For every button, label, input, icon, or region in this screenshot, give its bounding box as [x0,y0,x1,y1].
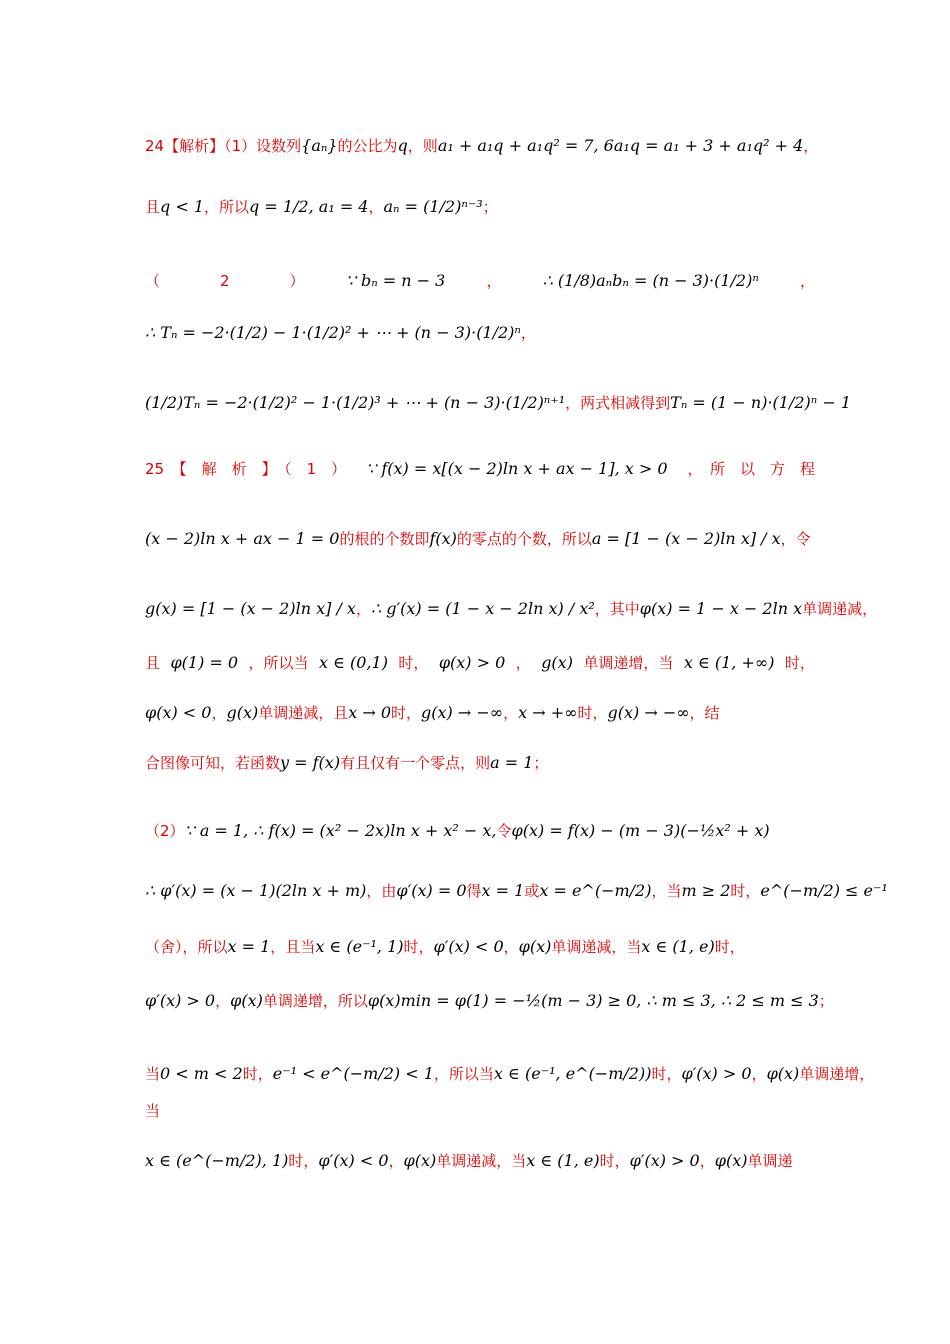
text-run: ， [803,137,819,155]
text-line [145,598,878,619]
math-expression: e⁻¹ < e^(−m/2) < 1 [272,1064,434,1083]
text-run: （ 2 ） [145,272,305,290]
math-expression: φ′(x) = 0 [396,881,467,900]
text-run: 单调递减，当 [436,1152,527,1170]
math-expression: φ(x) [403,1151,437,1170]
text-run: 有且仅有一个零点，则 [340,754,491,772]
math-expression: φ(x) < 0 [145,703,212,722]
math-expression: ∵ f(x) = x[(x − 2)ln x + ax − 1], x > 0 [366,459,668,478]
math-expression: g(x) → −∞ [607,703,690,722]
math-expression: ∴ (1/8)aₙbₙ = (n − 3)·(1/2)ⁿ [542,271,759,290]
text-line [145,270,815,291]
text-line [145,196,815,217]
text-run: 单调递减，且 [258,704,349,722]
text-run: ， [751,1065,767,1083]
math-expression: x ∈ (1, e) [641,937,715,956]
math-expression: q = 1/2, a₁ = 4 [249,197,369,216]
text-run: 时， [398,654,429,672]
text-run: ， [520,324,536,342]
text-run: ， [503,704,519,722]
text-run: ； [533,754,549,772]
math-expression: y = f(x) [280,753,341,772]
math-expression: ∴ φ′(x) = (x − 1)(2ln x + m) [145,881,367,900]
math-expression: 0 < m < 2 [160,1064,243,1083]
math-expression: g(x) → −∞ [421,703,504,722]
math-expression: g(x) = [1 − (x − 2)ln x] / x [145,599,356,618]
text-run: 且 [145,198,161,216]
text-run: ， [486,272,502,290]
text-line [145,1150,815,1171]
math-expression: x ∈ (1, e) [526,1151,600,1170]
text-run: ， [355,600,371,618]
text-run: ，所以 [204,198,250,216]
text-run: ， [388,1152,404,1170]
text-run: ，由 [366,882,397,900]
math-expression: x ∈ (1, +∞) [683,653,775,672]
text-run: 合图像可知，若函数 [145,754,281,772]
text-run: ， [799,272,815,290]
text-run: 且 [145,654,161,672]
text-run: ； [482,198,498,216]
math-expression: x = 1 [227,937,271,956]
text-line [145,820,815,841]
text-run: 时， [599,1152,630,1170]
text-line [145,322,815,343]
math-expression: x = 1 [481,881,525,900]
text-line [145,135,819,156]
text-run: 时， [730,882,761,900]
text-run: 时， [391,704,422,722]
math-expression: m ≥ 2 [681,881,731,900]
math-expression: aₙ = (1/2)ⁿ⁻³ [383,197,483,216]
text-run: 的零点的个数，所以 [456,530,592,548]
text-run: ， [215,992,231,1010]
text-line [145,752,815,773]
text-run: 单调递减，当 [551,938,642,956]
text-run: 单调递增， [799,1065,875,1083]
text-line [145,1100,815,1121]
text-run: （舍），所以 [145,938,228,956]
text-line [145,990,834,1011]
math-expression: a₁ + a₁q + a₁q² = 7, 6a₁q = a₁ + 3 + a₁q² + 4 [437,136,804,155]
text-run: ， [503,938,519,956]
math-expression: x = e^(−m/2) [539,881,652,900]
text-line [145,1063,875,1084]
math-expression: φ′(x) > 0 [681,1064,752,1083]
math-expression: g(x) [541,653,573,672]
text-run: 得 [466,882,482,900]
text-line [145,702,815,723]
math-expression: ∵ bₙ = n − 3 [345,271,446,290]
math-expression: (1/2)Tₙ = −2·(1/2)² − 1·(1/2)³ + ⋯ + (n − 3)·(1/2)ⁿ⁺¹ [145,393,566,412]
math-expression: φ(x) > 0 [438,653,506,672]
text-line [145,458,815,479]
math-expression: {aₙ} [301,136,338,155]
math-expression: ∴ Tₙ = −2·(1/2) − 1·(1/2)² + ⋯ + (n − 3)·(1/2)ⁿ [145,323,521,342]
math-expression: φ(1) = 0 [170,653,239,672]
math-expression: e^(−m/2) ≤ e⁻¹ [760,881,888,900]
math-expression: Tₙ = (1 − n)·(1/2)ⁿ − 1 [670,393,852,412]
text-run: ， [515,654,531,672]
text-run: ， [699,1152,715,1170]
math-expression: φ′(x) > 0 [145,991,216,1010]
text-run: 令 [496,822,512,840]
text-run: ，其中 [594,600,640,618]
text-run: 时， [714,938,745,956]
math-expression: ∴ g′(x) = (1 − x − 2ln x) / x² [370,599,595,618]
text-run: ，则 [407,137,438,155]
text-run: 或 [524,882,540,900]
math-expression: q < 1 [160,197,205,216]
text-run: 时， [784,654,815,672]
math-expression: x → +∞ [518,703,578,722]
math-expression: φ(x) = 1 − x − 2ln x [639,599,803,618]
text-run: ，当 [651,882,682,900]
text-run: 当 [145,1065,161,1083]
text-run: ，令 [780,530,811,548]
text-run: ，所以当 [248,654,309,672]
text-run: 单调递 [747,1152,793,1170]
text-run: 的根的个数即 [339,530,430,548]
math-expression: x ∈ (e^(−m/2), 1) [145,1151,289,1170]
math-expression: a = [1 − (x − 2)ln x] / x [591,529,781,548]
math-expression: g(x) [226,703,259,722]
text-run: 时， [288,1152,319,1170]
text-run: ，两式相减得到 [565,394,671,412]
text-run: ，结 [689,704,720,722]
text-run: ， 所 以 方 程 [687,460,815,478]
text-run: ，所以当 [433,1065,494,1083]
math-expression: a = 1 [490,753,534,772]
math-expression: f(x) [429,529,457,548]
text-run: 单调递减， [802,600,878,618]
text-run: 单调递增，当 [583,654,674,672]
math-expression: x ∈ (0,1) [318,653,388,672]
math-expression: φ′(x) < 0 [433,937,504,956]
text-run: （2） [145,822,185,840]
math-expression: x → 0 [348,703,392,722]
text-line [145,936,815,957]
math-expression: φ(x)min = φ(1) = −½(m − 3) ≥ 0, ∴ m ≤ 3, ∴ 2 ≤ m ≤ 3 [367,991,819,1010]
math-expression: φ(x) [518,937,552,956]
text-run: ， [211,704,227,722]
text-run: ， [368,198,384,216]
text-run: 时， [403,938,434,956]
text-run: ，且当 [270,938,316,956]
text-run: 时， [242,1065,273,1083]
text-run: 当 [145,1102,161,1120]
text-line [145,880,888,901]
math-expression: φ(x) [230,991,263,1010]
math-expression: φ(x) [766,1064,800,1083]
math-expression: ∵ a = 1, ∴ f(x) = (x² − 2x)ln x + x² − x, [184,821,497,840]
text-run: 时， [651,1065,682,1083]
text-run: 单调递增，所以 [262,992,368,1010]
text-run: 时， [577,704,608,722]
text-run: 25 【 解 析 】 （ 1 ） [145,460,347,478]
text-line [145,528,815,549]
math-expression: x ∈ (e⁻¹, e^(−m/2)) [493,1064,652,1083]
text-line [145,392,852,413]
text-run: ； [818,992,834,1010]
math-expression: x ∈ (e⁻¹, 1) [315,937,404,956]
math-expression: φ′(x) > 0 [629,1151,700,1170]
math-expression: φ(x) = f(x) − (m − 3)(−½x² + x) [511,821,770,840]
math-expression: φ′(x) < 0 [318,1151,389,1170]
math-expression: φ(x) [714,1151,748,1170]
text-run: 的公比为 [337,137,398,155]
math-expression: (x − 2)ln x + ax − 1 = 0 [145,529,340,548]
text-line [145,652,815,673]
text-run: 24【解析】（1）设数列 [145,137,302,155]
math-expression: q [397,136,408,155]
